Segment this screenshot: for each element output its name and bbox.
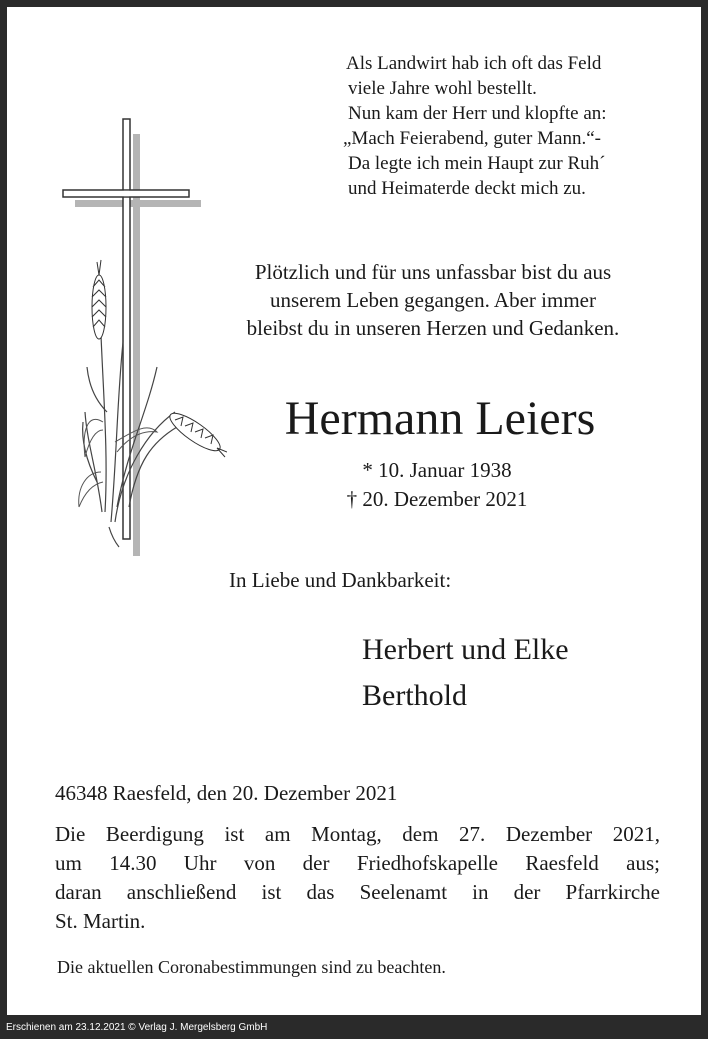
intro-line: bleibst du in unseren Herzen und Gedanken. [246, 316, 620, 340]
death-date: † 20. Dezember 2021 [346, 487, 528, 511]
funeral-line: St. Martin. [55, 909, 146, 933]
birth-date: * 10. Januar 1938 [362, 458, 512, 482]
mourner-name: Herbert und Elke [362, 633, 569, 666]
poem-line: und Heimaterde deckt mich zu. [348, 178, 586, 199]
intro-line: Plötzlich und für uns unfassbar bist du aus [254, 260, 612, 284]
intro-line: unserem Leben gegangen. Aber immer [270, 288, 596, 312]
cross-with-wheat-icon [57, 112, 227, 562]
funeral-line: daran anschließend ist das Seelenamt in der Pfarrkirche [55, 880, 660, 904]
deceased-name: Hermann Leiers [284, 392, 596, 445]
intro-text [203, 258, 663, 342]
place-date: 46348 Raesfeld, den 20. Dezember 2021 [55, 781, 398, 805]
funeral-info [55, 820, 660, 936]
poem [343, 51, 607, 201]
life-dates [317, 456, 557, 514]
mourners [362, 627, 569, 719]
thanks-line: In Liebe und Dankbarkeit: [229, 568, 452, 592]
poem-line: Da legte ich mein Haupt zur Ruh´ [348, 153, 606, 174]
mourner-name: Berthold [362, 679, 467, 712]
poem-line: Nun kam der Herr und klopfte an: [348, 103, 607, 124]
poem-line: viele Jahre wohl bestellt. [348, 78, 537, 99]
poem-line: Als Landwirt hab ich oft das Feld [346, 53, 602, 74]
funeral-line: Die Beerdigung ist am Montag, dem 27. Dezember 2021, [55, 822, 660, 846]
poem-line: „Mach Feierabend, guter Mann.“- [343, 128, 601, 149]
funeral-line: um 14.30 Uhr von der Friedhofskapelle Raesfeld aus; [55, 851, 660, 875]
corona-note: Die aktuellen Coronabestimmungen sind zu beachten. [57, 957, 446, 977]
obituary-card [7, 7, 701, 1015]
publication-footer: Erschienen am 23.12.2021 © Verlag J. Mergelsberg GmbH [6, 1022, 268, 1033]
